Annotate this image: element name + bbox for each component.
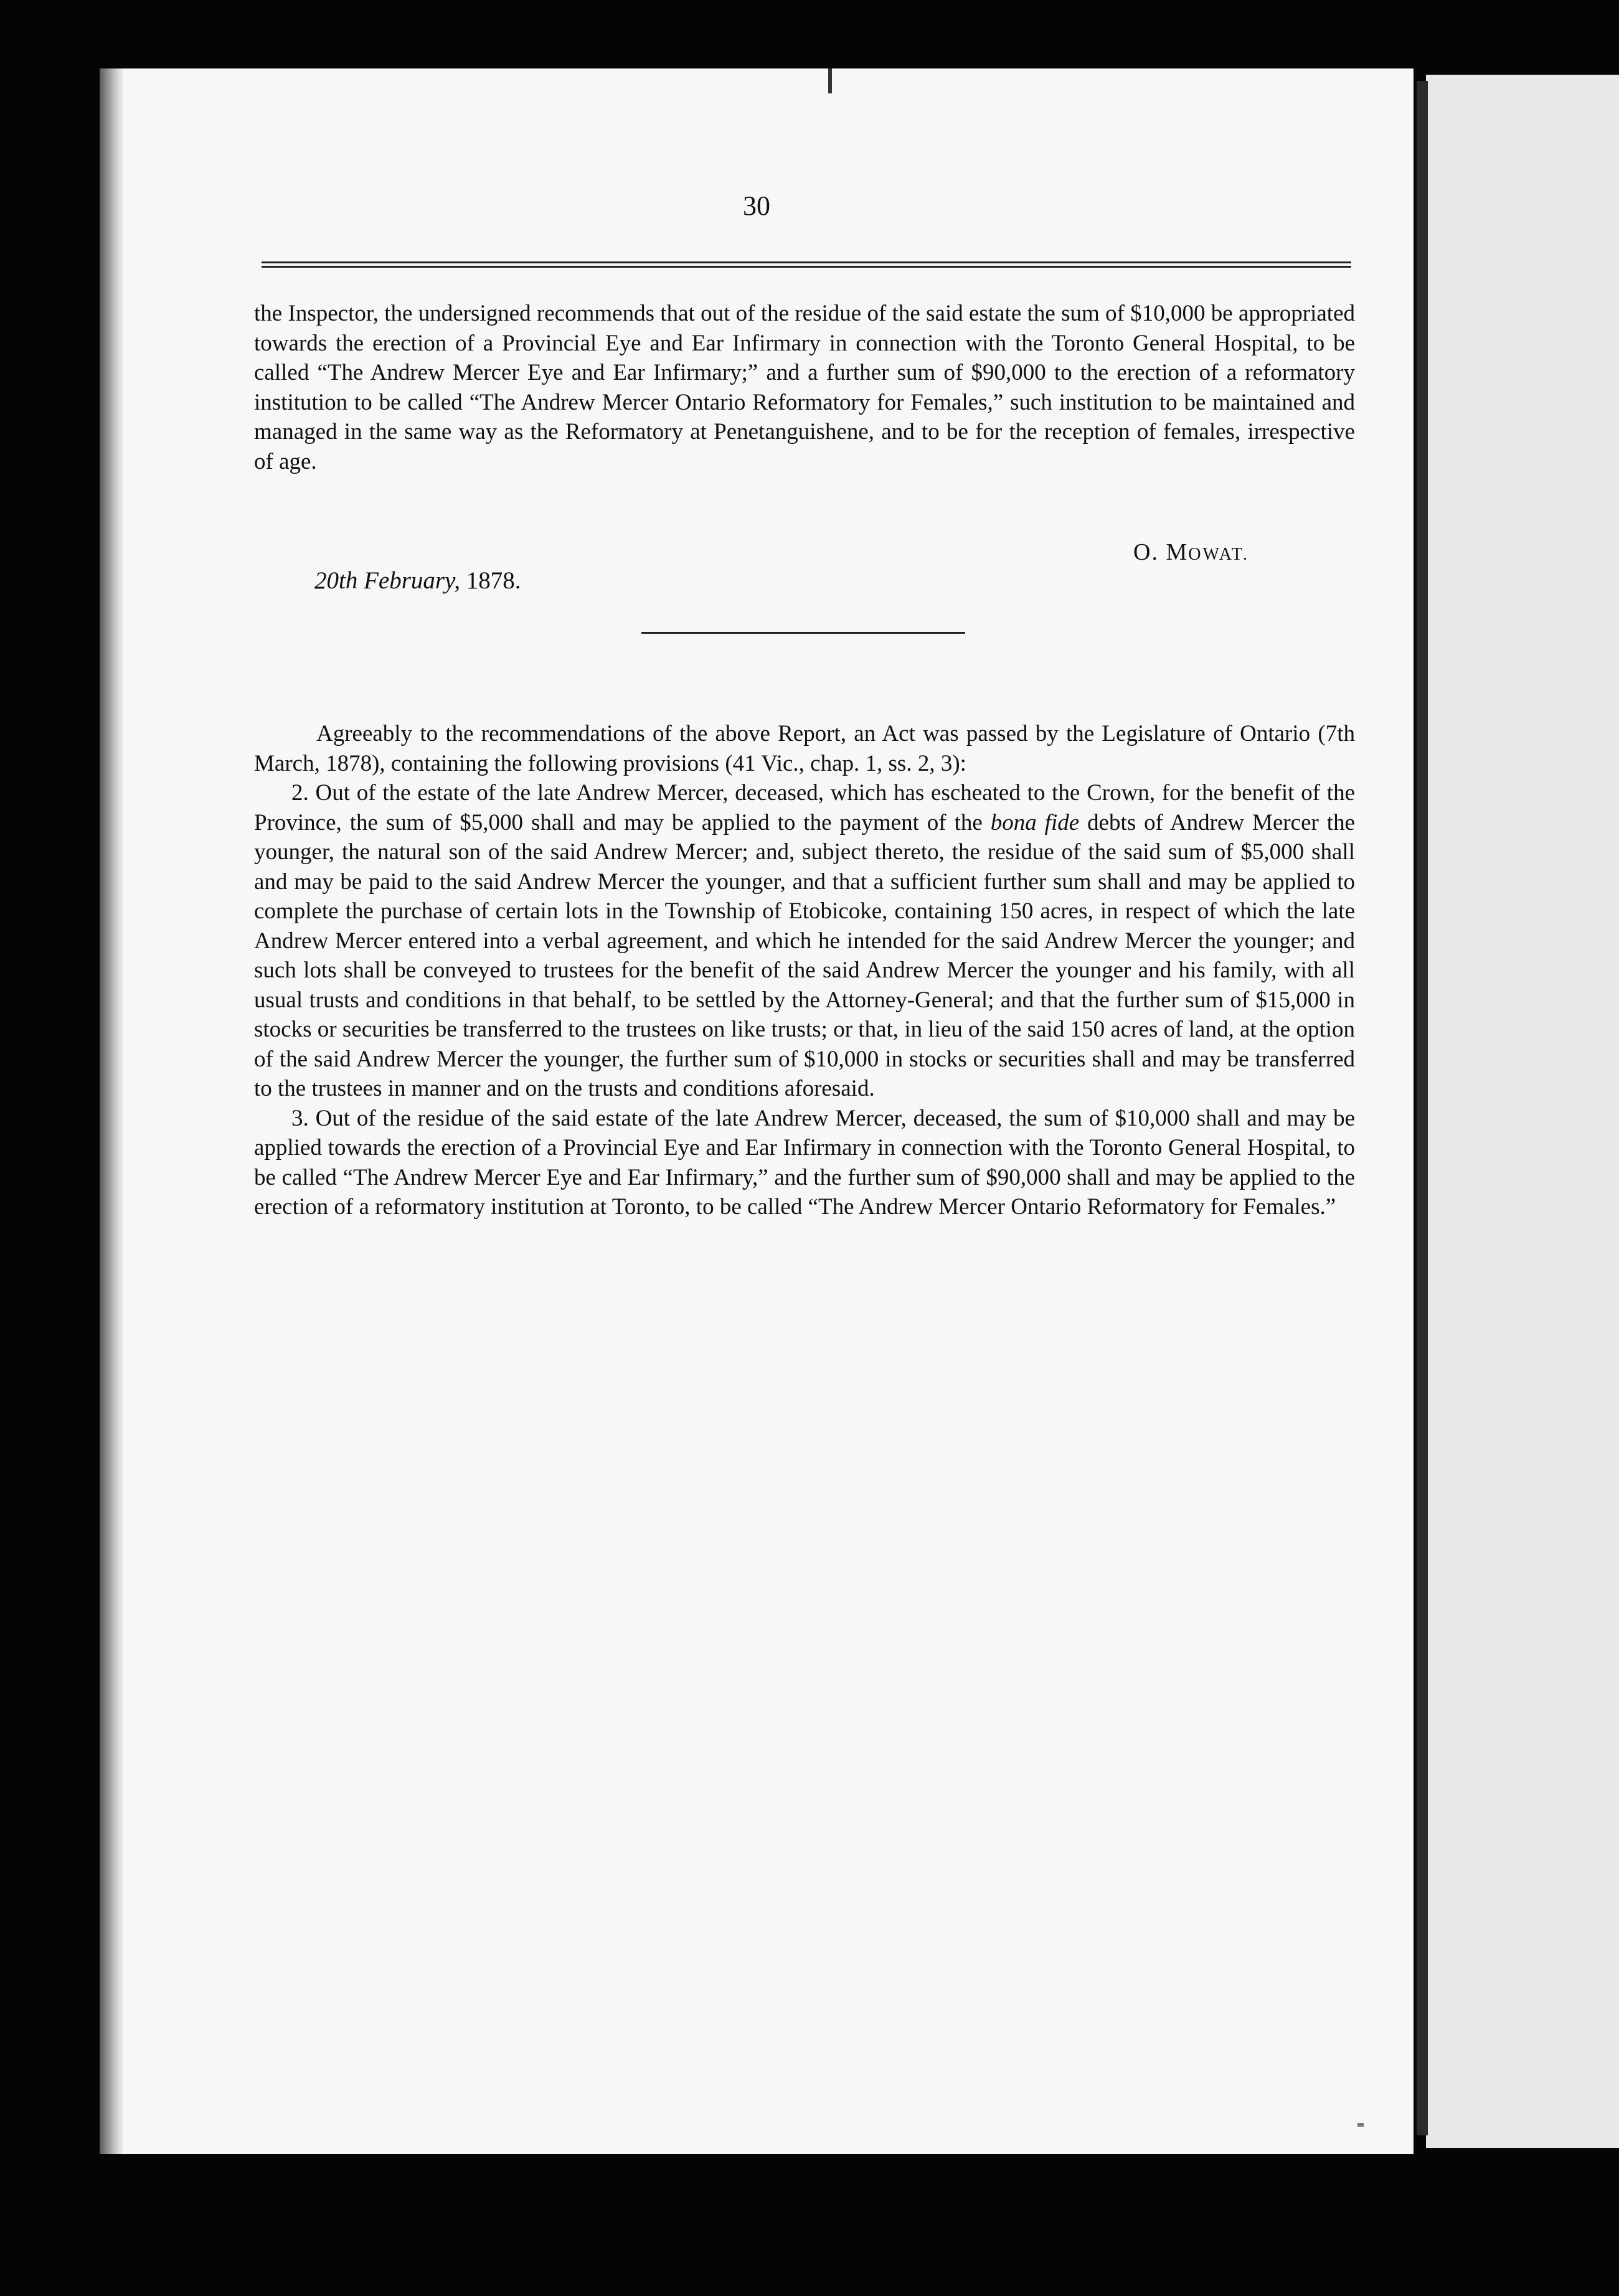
header-double-rule (262, 261, 1351, 268)
report-date-italic: 20th February, (314, 567, 460, 594)
document-page (100, 68, 1414, 2154)
binding-mark (828, 68, 832, 93)
section-2-paragraph (254, 778, 1355, 1104)
section-3-paragraph: 3. Out of the residue of the said estate of the late Andrew Mercer, deceased, the sum of $10,000 shall and may be applied towards the erection of a Provincial Eye and Ear Infirmary in connection with the Toronto General Hospital, to be called “The Andrew Mercer Eye and Ear Infirmary,” and the further sum of $90,000 shall and may be applied to the erection of a reformatory institution at Toronto, to be called “The Andrew Mercer Ontario Reformatory for Females.” (254, 1105, 1355, 1220)
opening-paragraph-text: the Inspector, the undersigned recommends that out of the residue of the said estate the sum of $10,000 be appropriated towards the erection of a Provincial Eye and Ear Infirmary in connection with the Toronto General Hospital, to be called “The Andrew Mercer Eye and Ear Infirmary;” and a further sum of $90,000 to the erection of a reformatory institution to be called “The Andrew Mercer Ontario Reformatory for Females,” such institution to be maintained and managed in the same way as the Reformatory at Penetanguishene, and to be for the reception of females, irrespective of age. (254, 301, 1355, 474)
section-divider (641, 632, 965, 634)
paper-blemish (1357, 2123, 1364, 2127)
signature (1133, 539, 1249, 566)
page-binding-edge (100, 68, 123, 2154)
section-2-text-b: debts of Andrew Mercer the younger, the natural son of the said Andrew Mercer; and, subject thereto, the residue of the said sum of $5,000 shall and may be paid to the said Andrew Mercer the younger, and that a sufficient further sum shall and may be applied to complete the purchase of certain lots in the Township of Etobicoke, containing 150 acres, in respect of which the late Andrew Mercer entered into a verbal agreement, and which he intended for the said Andrew Mercer the younger; and such lots shall be conveyed to trustees for the benefit of the said Andrew Mercer the younger and his family, with all usual trusts and conditions in that behalf, to be settled by the Attorney-General; and that the further sum of $15,000 in stocks or securities be transferred to the trustees on like trusts; or that, in lieu of the said 150 acres of land, at the option of the said Andrew Mercer the younger, the further sum of $10,000 in stocks or securities shall and may be transferred to the trustees in manner and on the trusts and conditions aforesaid. (254, 809, 1356, 1101)
signature-initial: O. M (1133, 539, 1189, 565)
section-2-text-a: 2. Out of the estate of the late Andrew Mercer, deceased, which has escheated to the Crown, for the benefit of the Province, the sum of $5,000 shall and may be applied to the payment of the (254, 780, 1355, 835)
signature-rest: OWAT. (1188, 545, 1249, 564)
adjacent-page (1426, 75, 1619, 2148)
report-date (314, 567, 521, 595)
page-gutter-shadow (1417, 81, 1428, 2135)
opening-paragraph (254, 299, 1355, 476)
report-date-year: 1878. (460, 567, 521, 594)
page-number: 30 (743, 191, 770, 221)
section-2-italic: bona fide (990, 809, 1080, 835)
act-intro-paragraph: Agreeably to the recommendations of the above Report, an Act was passed by the Legislature of Ontario (7th March, 1878), containing the following provisions (41 Vic., chap. 1, ss. 2, 3): (254, 721, 1355, 776)
act-text (254, 719, 1355, 1222)
